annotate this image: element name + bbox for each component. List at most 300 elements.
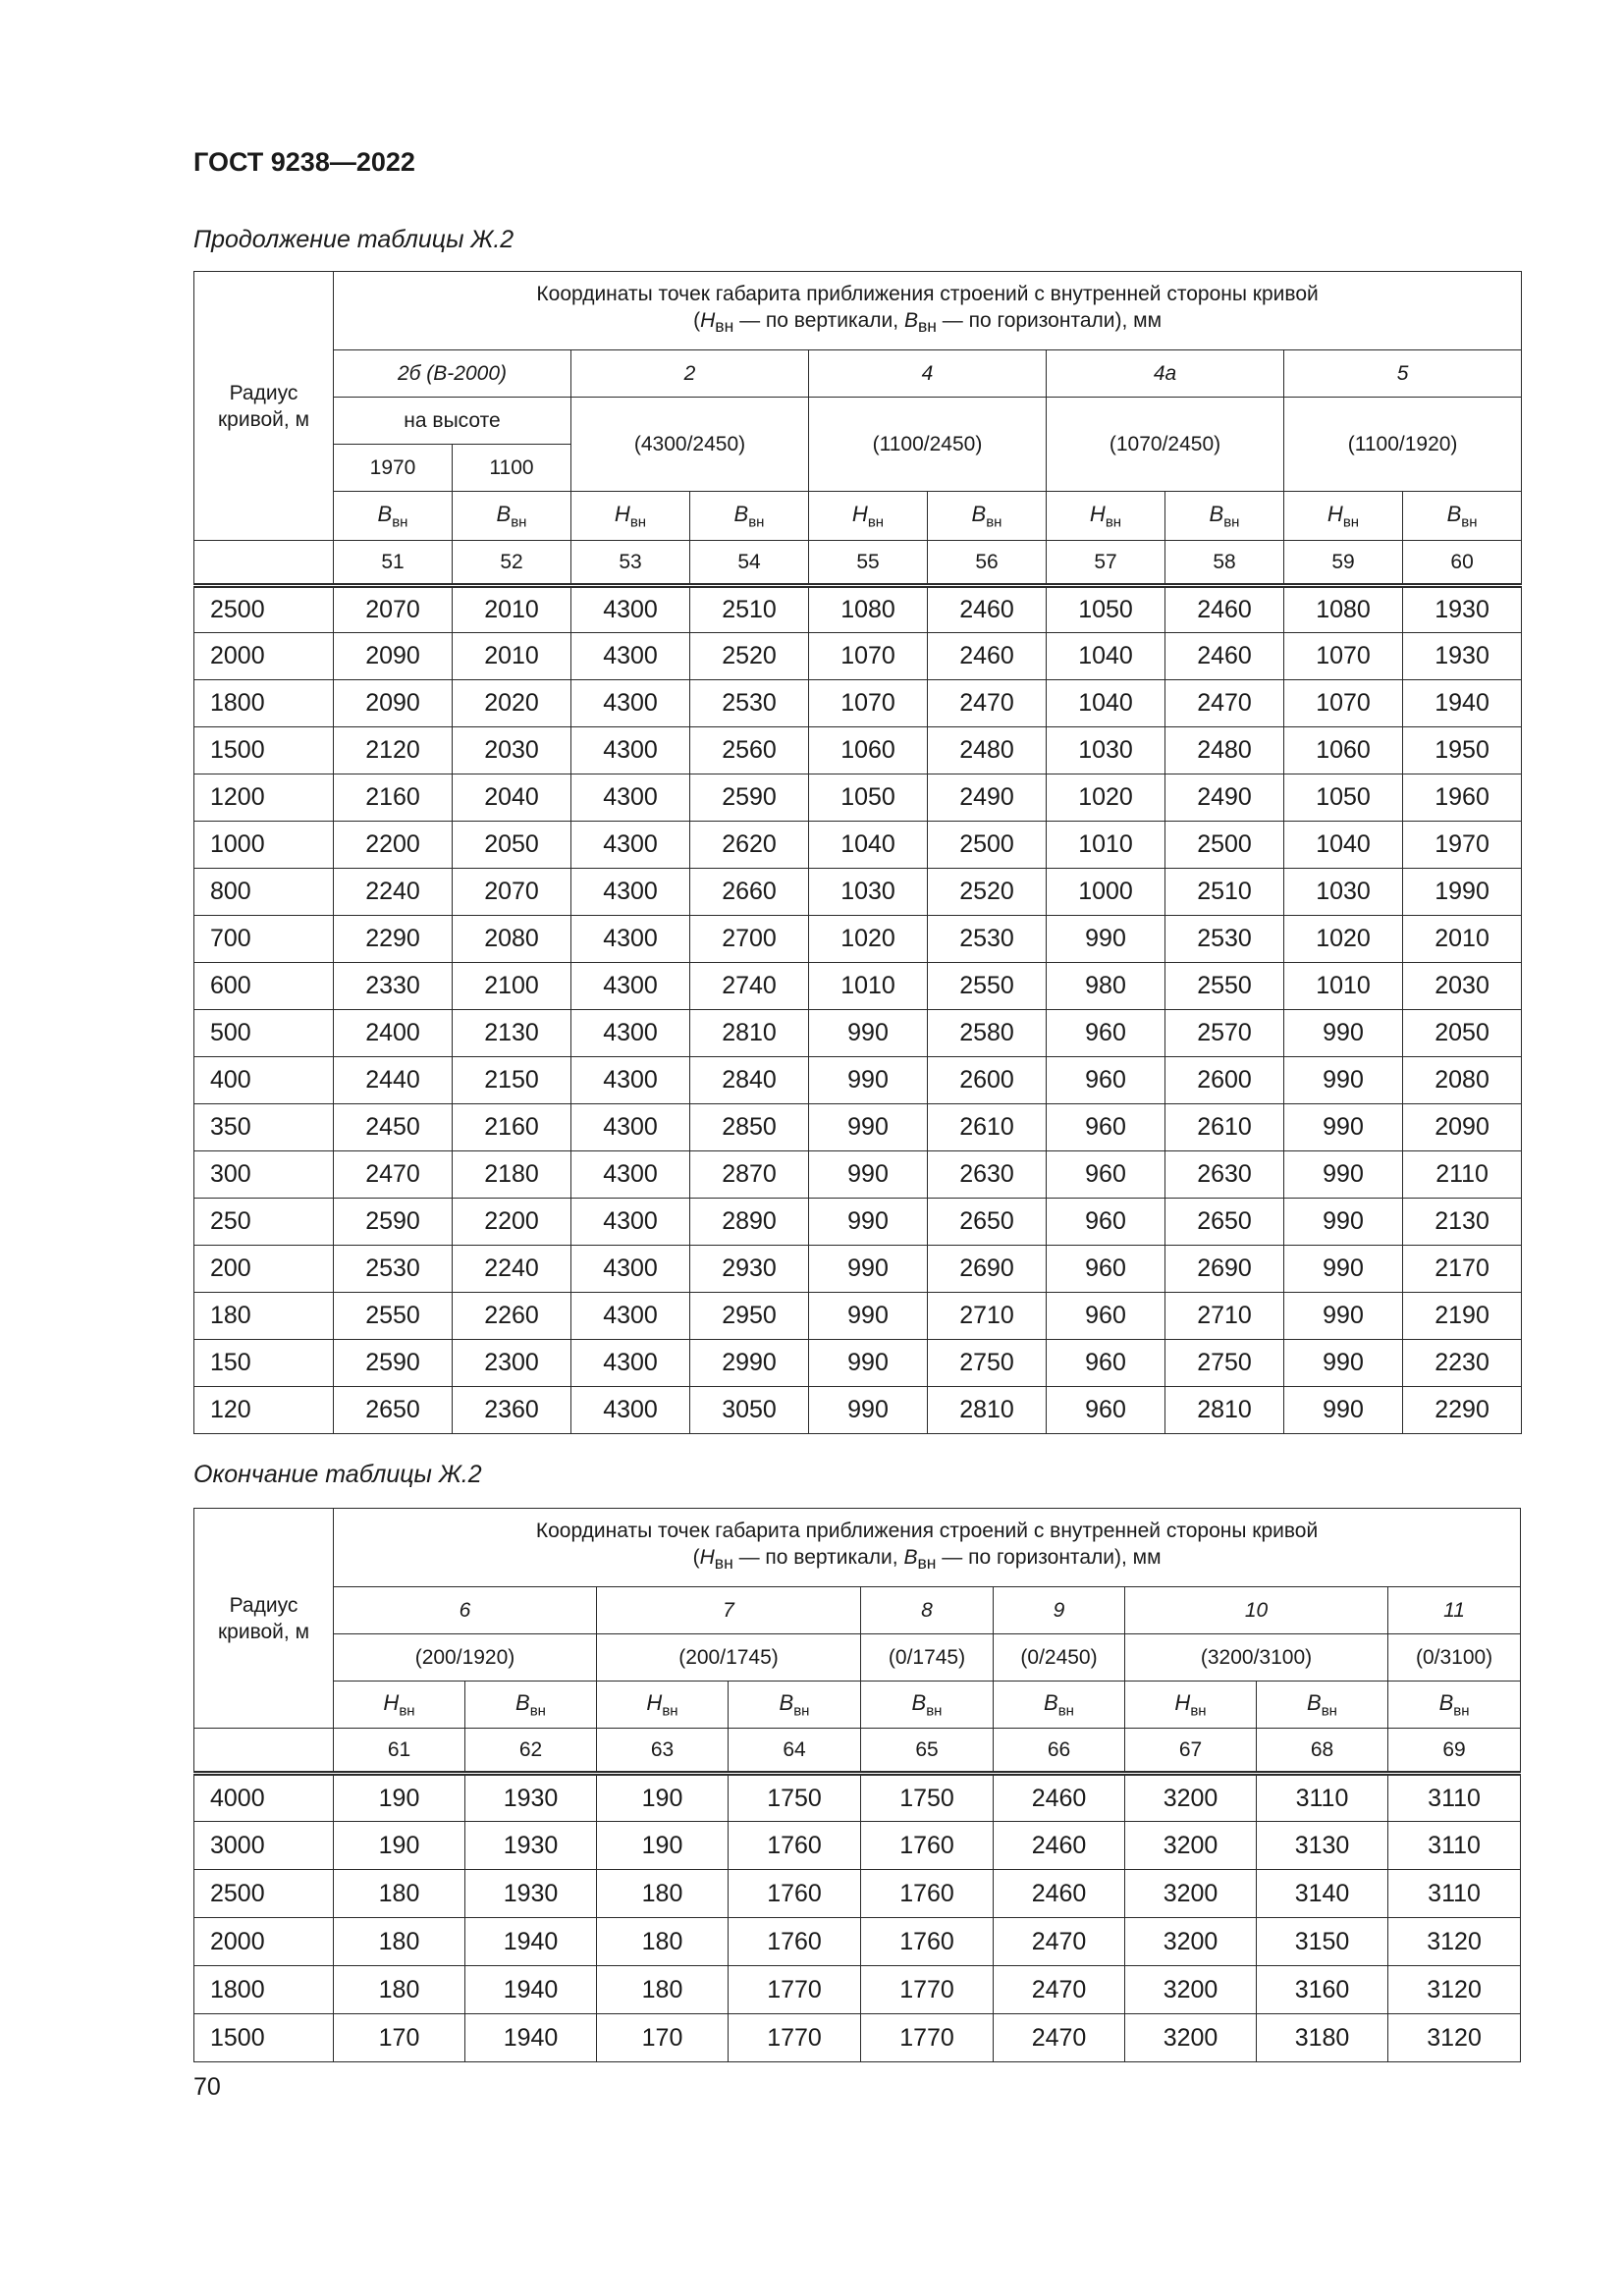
- value-cell: 2260: [453, 1293, 571, 1340]
- value-cell: 990: [809, 1387, 928, 1434]
- value-cell: 1020: [1284, 916, 1403, 963]
- value-cell: 1000: [1047, 869, 1165, 916]
- value-cell: 4300: [571, 586, 690, 633]
- value-cell: 3200: [1125, 1918, 1257, 1966]
- value-cell: 2470: [994, 1918, 1125, 1966]
- symbol-cell: $H_{вн}$: [334, 1682, 465, 1729]
- table-row: [194, 1104, 1522, 1151]
- value-cell: 2590: [334, 1199, 453, 1246]
- column-number: 67: [1125, 1729, 1257, 1774]
- value-cell: 190: [334, 1822, 465, 1870]
- radius-cell: 1000: [194, 822, 334, 869]
- value-cell: 2360: [453, 1387, 571, 1434]
- value-cell: 2450: [334, 1104, 453, 1151]
- value-cell: 4300: [571, 727, 690, 774]
- value-cell: 1070: [1284, 633, 1403, 680]
- group-label: 5: [1284, 350, 1522, 398]
- table-row: [194, 1870, 1521, 1918]
- radius-cell: 180: [194, 1293, 334, 1340]
- value-cell: 4300: [571, 869, 690, 916]
- group-label: 4а: [1047, 350, 1284, 398]
- value-cell: 1990: [1403, 869, 1522, 916]
- value-cell: 2930: [690, 1246, 809, 1293]
- value-cell: 4300: [571, 1199, 690, 1246]
- value-cell: 4300: [571, 1104, 690, 1151]
- value-cell: 2040: [453, 774, 571, 822]
- value-cell: 1030: [1047, 727, 1165, 774]
- group-dimensions: (1100/1920): [1284, 398, 1522, 492]
- group-label: 10: [1125, 1587, 1388, 1634]
- value-cell: 2610: [1165, 1104, 1284, 1151]
- value-cell: 2750: [1165, 1340, 1284, 1387]
- value-cell: 990: [1284, 1057, 1403, 1104]
- value-cell: 1070: [809, 680, 928, 727]
- value-cell: 960: [1047, 1246, 1165, 1293]
- table-row: [194, 2014, 1521, 2062]
- value-cell: 4300: [571, 1151, 690, 1199]
- value-cell: 990: [1047, 916, 1165, 963]
- value-cell: 3120: [1388, 1966, 1521, 2014]
- column-number: 64: [729, 1729, 861, 1774]
- value-cell: 4300: [571, 774, 690, 822]
- value-cell: 2610: [928, 1104, 1047, 1151]
- height-label: на высоте: [334, 398, 571, 445]
- symbol-cell: $H_{вн}$: [1047, 492, 1165, 541]
- value-cell: 2460: [1165, 633, 1284, 680]
- value-cell: 2840: [690, 1057, 809, 1104]
- value-cell: 2550: [1165, 963, 1284, 1010]
- value-cell: 4300: [571, 1340, 690, 1387]
- value-cell: 990: [809, 1199, 928, 1246]
- value-cell: 2180: [453, 1151, 571, 1199]
- value-cell: 1760: [729, 1918, 861, 1966]
- value-cell: 2630: [1165, 1151, 1284, 1199]
- value-cell: 2050: [453, 822, 571, 869]
- symbol-cell: $B_{вн}$: [1388, 1682, 1521, 1729]
- value-cell: 2460: [994, 1822, 1125, 1870]
- table-row: [194, 916, 1522, 963]
- value-cell: 180: [597, 1918, 729, 1966]
- value-cell: 2470: [1165, 680, 1284, 727]
- value-cell: 1940: [465, 2014, 597, 2062]
- radius-cell: 1500: [194, 2014, 334, 2062]
- radius-cell: 2500: [194, 586, 334, 633]
- value-cell: 1070: [809, 633, 928, 680]
- group-dimensions: (0/2450): [994, 1634, 1125, 1682]
- value-cell: 2530: [690, 680, 809, 727]
- group-dimensions: (3200/3100): [1125, 1634, 1388, 1682]
- value-cell: 2470: [928, 680, 1047, 727]
- value-cell: 2020: [453, 680, 571, 727]
- column-number-spacer: [194, 541, 334, 586]
- group-label: 6: [334, 1587, 597, 1634]
- value-cell: 1030: [1284, 869, 1403, 916]
- value-cell: 2030: [453, 727, 571, 774]
- value-cell: 2500: [1165, 822, 1284, 869]
- value-cell: 2810: [690, 1010, 809, 1057]
- value-cell: 1030: [809, 869, 928, 916]
- radius-header: Радиус кривой, м: [194, 1509, 334, 1729]
- value-cell: 1760: [729, 1822, 861, 1870]
- group-dimensions: (200/1745): [597, 1634, 861, 1682]
- column-number: 58: [1165, 541, 1284, 586]
- value-cell: 990: [1284, 1387, 1403, 1434]
- table-row: [194, 774, 1522, 822]
- table-row: [194, 1822, 1521, 1870]
- group-label: 2: [571, 350, 809, 398]
- value-cell: 180: [597, 1870, 729, 1918]
- table-row: [194, 1340, 1522, 1387]
- value-cell: 1080: [1284, 586, 1403, 633]
- column-number: 54: [690, 541, 809, 586]
- value-cell: 990: [1284, 1246, 1403, 1293]
- symbol-cell: $B_{вн}$: [453, 492, 571, 541]
- value-cell: 2460: [928, 633, 1047, 680]
- symbol-cell: $B_{вн}$: [1165, 492, 1284, 541]
- radius-cell: 2000: [194, 633, 334, 680]
- value-cell: 2190: [1403, 1293, 1522, 1340]
- value-cell: 1940: [465, 1966, 597, 2014]
- symbol-cell: $B_{вн}$: [861, 1682, 994, 1729]
- value-cell: 190: [334, 1774, 465, 1822]
- radius-cell: 200: [194, 1246, 334, 1293]
- value-cell: 180: [597, 1966, 729, 2014]
- value-cell: 3200: [1125, 1822, 1257, 1870]
- radius-cell: 1800: [194, 680, 334, 727]
- value-cell: 4300: [571, 633, 690, 680]
- table-row: [194, 1387, 1522, 1434]
- value-cell: 3160: [1257, 1966, 1388, 2014]
- document-code: ГОСТ 9238—2022: [193, 147, 415, 177]
- column-number: 68: [1257, 1729, 1388, 1774]
- value-cell: 2010: [1403, 916, 1522, 963]
- value-cell: 2520: [928, 869, 1047, 916]
- value-cell: 2470: [994, 2014, 1125, 2062]
- table-row: [194, 1918, 1521, 1966]
- value-cell: 2130: [1403, 1199, 1522, 1246]
- column-number-spacer: [194, 1729, 334, 1774]
- value-cell: 180: [334, 1966, 465, 2014]
- main-header-line1: Координаты точек габарита приближения строений с внутренней стороны кривой: [536, 283, 1319, 306]
- value-cell: 2150: [453, 1057, 571, 1104]
- value-cell: 1050: [809, 774, 928, 822]
- value-cell: 2460: [928, 586, 1047, 633]
- value-cell: 2480: [1165, 727, 1284, 774]
- value-cell: 2590: [690, 774, 809, 822]
- group-dimensions: (1070/2450): [1047, 398, 1284, 492]
- value-cell: 2570: [1165, 1010, 1284, 1057]
- radius-cell: 300: [194, 1151, 334, 1199]
- symbol-cell: $H_{вн}$: [1125, 1682, 1257, 1729]
- symbol-cell: $B_{вн}$: [334, 492, 453, 541]
- symbol-cell: $B_{вн}$: [1403, 492, 1522, 541]
- value-cell: 3120: [1388, 2014, 1521, 2062]
- symbol-cell: $H_{вн}$: [597, 1682, 729, 1729]
- table-row: [194, 1774, 1521, 1822]
- value-cell: 1020: [809, 916, 928, 963]
- value-cell: 2080: [1403, 1057, 1522, 1104]
- value-cell: 2200: [453, 1199, 571, 1246]
- value-cell: 2630: [928, 1151, 1047, 1199]
- column-number: 62: [465, 1729, 597, 1774]
- value-cell: 2090: [334, 680, 453, 727]
- value-cell: 1960: [1403, 774, 1522, 822]
- value-cell: 2090: [334, 633, 453, 680]
- group-dimensions: (200/1920): [334, 1634, 597, 1682]
- value-cell: 2710: [928, 1293, 1047, 1340]
- value-cell: 960: [1047, 1104, 1165, 1151]
- value-cell: 960: [1047, 1340, 1165, 1387]
- value-cell: 170: [334, 2014, 465, 2062]
- value-cell: 1770: [861, 1966, 994, 2014]
- column-number: 52: [453, 541, 571, 586]
- value-cell: 2290: [1403, 1387, 1522, 1434]
- symbol-cell: $B_{вн}$: [1257, 1682, 1388, 1729]
- table-row: [194, 1057, 1522, 1104]
- group-label: 9: [994, 1587, 1125, 1634]
- table-row: [194, 1293, 1522, 1340]
- value-cell: 1930: [1403, 633, 1522, 680]
- value-cell: 2550: [334, 1293, 453, 1340]
- value-cell: 990: [1284, 1010, 1403, 1057]
- value-cell: 3200: [1125, 2014, 1257, 2062]
- table2-body: [194, 1774, 1521, 2062]
- value-cell: 1070: [1284, 680, 1403, 727]
- value-cell: 990: [1284, 1199, 1403, 1246]
- radius-cell: 2500: [194, 1870, 334, 1918]
- value-cell: 1010: [809, 963, 928, 1010]
- table2-caption: Окончание таблицы Ж.2: [193, 1461, 482, 1488]
- value-cell: 2110: [1403, 1151, 1522, 1199]
- radius-cell: 150: [194, 1340, 334, 1387]
- value-cell: 2120: [334, 727, 453, 774]
- value-cell: 2460: [994, 1774, 1125, 1822]
- column-number: 60: [1403, 541, 1522, 586]
- value-cell: 3180: [1257, 2014, 1388, 2062]
- table-row: [194, 680, 1522, 727]
- radius-cell: 700: [194, 916, 334, 963]
- value-cell: 960: [1047, 1199, 1165, 1246]
- symbol-cell: $B_{вн}$: [928, 492, 1047, 541]
- value-cell: 1750: [861, 1774, 994, 1822]
- value-cell: 1020: [1047, 774, 1165, 822]
- radius-cell: 1500: [194, 727, 334, 774]
- group-label: 11: [1388, 1587, 1521, 1634]
- value-cell: 2810: [928, 1387, 1047, 1434]
- value-cell: 2170: [1403, 1246, 1522, 1293]
- value-cell: 2510: [690, 586, 809, 633]
- value-cell: 2500: [928, 822, 1047, 869]
- value-cell: 960: [1047, 1387, 1165, 1434]
- column-number: 53: [571, 541, 690, 586]
- value-cell: 990: [809, 1246, 928, 1293]
- table-row: [194, 1246, 1522, 1293]
- value-cell: 3110: [1388, 1822, 1521, 1870]
- value-cell: 2950: [690, 1293, 809, 1340]
- table-row: [194, 1966, 1521, 2014]
- value-cell: 2470: [994, 1966, 1125, 2014]
- value-cell: 1040: [1047, 633, 1165, 680]
- value-cell: 990: [1284, 1293, 1403, 1340]
- value-cell: 4300: [571, 1246, 690, 1293]
- symbol-cell: $B_{вн}$: [690, 492, 809, 541]
- value-cell: 2650: [928, 1199, 1047, 1246]
- value-cell: 190: [597, 1774, 729, 1822]
- value-cell: 1760: [861, 1822, 994, 1870]
- value-cell: 2710: [1165, 1293, 1284, 1340]
- value-cell: 2290: [334, 916, 453, 963]
- value-cell: 3110: [1388, 1870, 1521, 1918]
- value-cell: 180: [334, 1918, 465, 1966]
- table1-caption: Продолжение таблицы Ж.2: [193, 226, 514, 253]
- symbol-cell: $B_{вн}$: [729, 1682, 861, 1729]
- value-cell: 1930: [465, 1774, 597, 1822]
- value-cell: 2590: [334, 1340, 453, 1387]
- table-row: [194, 1151, 1522, 1199]
- column-number: 65: [861, 1729, 994, 1774]
- value-cell: 960: [1047, 1057, 1165, 1104]
- value-cell: 2560: [690, 727, 809, 774]
- radius-cell: 3000: [194, 1822, 334, 1870]
- value-cell: 1010: [1047, 822, 1165, 869]
- group-label: 4: [809, 350, 1047, 398]
- table-row: [194, 727, 1522, 774]
- value-cell: 3110: [1388, 1774, 1521, 1822]
- value-cell: 2160: [453, 1104, 571, 1151]
- value-cell: 1040: [1047, 680, 1165, 727]
- value-cell: 2460: [1165, 586, 1284, 633]
- value-cell: 2520: [690, 633, 809, 680]
- value-cell: 2530: [1165, 916, 1284, 963]
- table-row: [194, 633, 1522, 680]
- table-row: [194, 1010, 1522, 1057]
- value-cell: 2550: [928, 963, 1047, 1010]
- value-cell: 990: [809, 1340, 928, 1387]
- symbol-cell: $H_{вн}$: [1284, 492, 1403, 541]
- value-cell: 2530: [928, 916, 1047, 963]
- value-cell: 2240: [453, 1246, 571, 1293]
- value-cell: 4300: [571, 1010, 690, 1057]
- value-cell: 1750: [729, 1774, 861, 1822]
- value-cell: 2460: [994, 1870, 1125, 1918]
- value-cell: 4300: [571, 1387, 690, 1434]
- value-cell: 1950: [1403, 727, 1522, 774]
- value-cell: 3140: [1257, 1870, 1388, 1918]
- value-cell: 3200: [1125, 1870, 1257, 1918]
- value-cell: 1930: [1403, 586, 1522, 633]
- value-cell: 1970: [1403, 822, 1522, 869]
- radius-cell: 1800: [194, 1966, 334, 2014]
- group-dimensions: (4300/2450): [571, 398, 809, 492]
- value-cell: 2890: [690, 1199, 809, 1246]
- value-cell: 2650: [1165, 1199, 1284, 1246]
- value-cell: 2650: [334, 1387, 453, 1434]
- column-number: 56: [928, 541, 1047, 586]
- value-cell: 1770: [729, 2014, 861, 2062]
- symbol-cell: $B_{вн}$: [465, 1682, 597, 1729]
- value-cell: 2990: [690, 1340, 809, 1387]
- column-number: 63: [597, 1729, 729, 1774]
- table-ending: [193, 1508, 1521, 2062]
- value-cell: 1930: [465, 1870, 597, 1918]
- radius-cell: 600: [194, 963, 334, 1010]
- value-cell: 2690: [1165, 1246, 1284, 1293]
- column-number: 69: [1388, 1729, 1521, 1774]
- value-cell: 2700: [690, 916, 809, 963]
- value-cell: 2090: [1403, 1104, 1522, 1151]
- group-dimensions: (1100/2450): [809, 398, 1047, 492]
- group-dimensions: (0/3100): [1388, 1634, 1521, 1682]
- value-cell: 2870: [690, 1151, 809, 1199]
- value-cell: 2330: [334, 963, 453, 1010]
- value-cell: 980: [1047, 963, 1165, 1010]
- value-cell: 1760: [861, 1918, 994, 1966]
- value-cell: 2740: [690, 963, 809, 1010]
- value-cell: 2010: [453, 633, 571, 680]
- value-cell: 4300: [571, 1293, 690, 1340]
- value-cell: 2100: [453, 963, 571, 1010]
- radius-cell: 400: [194, 1057, 334, 1104]
- value-cell: 3050: [690, 1387, 809, 1434]
- value-cell: 2580: [928, 1010, 1047, 1057]
- height-value: 1970: [334, 445, 453, 492]
- value-cell: 2480: [928, 727, 1047, 774]
- table-row: [194, 963, 1522, 1010]
- value-cell: 1080: [809, 586, 928, 633]
- column-number: 61: [334, 1729, 465, 1774]
- value-cell: 1060: [1284, 727, 1403, 774]
- value-cell: 2620: [690, 822, 809, 869]
- value-cell: 990: [1284, 1340, 1403, 1387]
- value-cell: 1760: [729, 1870, 861, 1918]
- main-header-line2: ($H_{вн}$ — по вертикали, $B_{вн}$ — по горизонтали), мм: [693, 309, 1163, 337]
- value-cell: 2690: [928, 1246, 1047, 1293]
- value-cell: 2600: [928, 1057, 1047, 1104]
- value-cell: 960: [1047, 1151, 1165, 1199]
- value-cell: 990: [809, 1293, 928, 1340]
- value-cell: 3130: [1257, 1822, 1388, 1870]
- value-cell: 2600: [1165, 1057, 1284, 1104]
- symbol-cell: $H_{вн}$: [809, 492, 928, 541]
- value-cell: 2200: [334, 822, 453, 869]
- value-cell: 4300: [571, 1057, 690, 1104]
- value-cell: 3150: [1257, 1918, 1388, 1966]
- radius-cell: 2000: [194, 1918, 334, 1966]
- value-cell: 2490: [928, 774, 1047, 822]
- symbol-cell: $B_{вн}$: [994, 1682, 1125, 1729]
- value-cell: 960: [1047, 1293, 1165, 1340]
- value-cell: 2750: [928, 1340, 1047, 1387]
- value-cell: 2230: [1403, 1340, 1522, 1387]
- symbol-cell: $H_{вн}$: [571, 492, 690, 541]
- value-cell: 960: [1047, 1010, 1165, 1057]
- main-header-line2: ($H_{вн}$ — по вертикали, $B_{вн}$ — по горизонтали), мм: [692, 1546, 1162, 1574]
- column-number: 66: [994, 1729, 1125, 1774]
- value-cell: 990: [809, 1010, 928, 1057]
- page-number: 70: [193, 2073, 221, 2101]
- value-cell: 2070: [334, 586, 453, 633]
- value-cell: 170: [597, 2014, 729, 2062]
- value-cell: 990: [809, 1104, 928, 1151]
- value-cell: 2300: [453, 1340, 571, 1387]
- value-cell: 2530: [334, 1246, 453, 1293]
- value-cell: 1770: [729, 1966, 861, 2014]
- value-cell: 2050: [1403, 1010, 1522, 1057]
- value-cell: 2400: [334, 1010, 453, 1057]
- value-cell: 1940: [465, 1918, 597, 1966]
- value-cell: 990: [809, 1057, 928, 1104]
- value-cell: 1040: [1284, 822, 1403, 869]
